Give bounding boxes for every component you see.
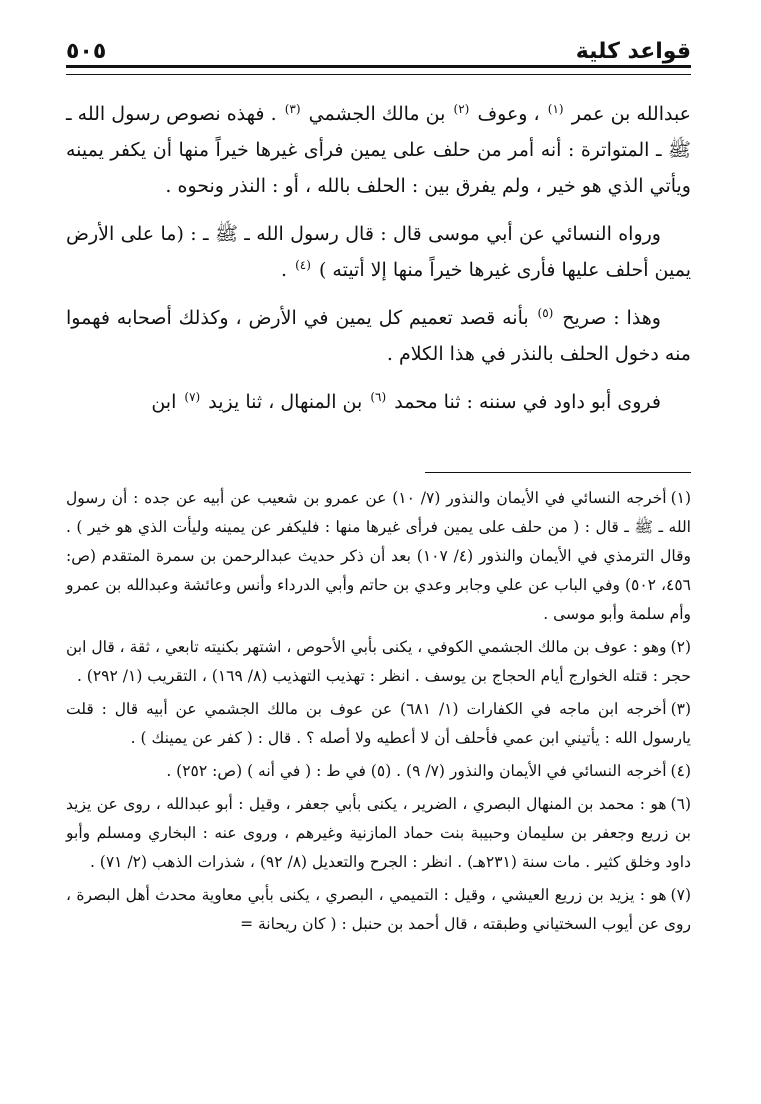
footnote-ref-3[interactable]: (٣) [284, 101, 301, 116]
footnote-6: (٦)هو : محمد بن المنهال البصري ، الضرير ، يكنى بأبي جعفر ، وقيل : أبو عبدالله ، روى عن يزيد بن زريع وجعفر بن سليمان وحبيبة بنت حماد المازنية وغيرهم ، وروى عنه : البخاري ومسلم وأبو داود وخلق كثير . مات سنة (٢٣١هـ) . انظر : الجرح والتعديل (٨/ ٩٢) ، شذرات الذهب (٢/ ٧١) . [66, 795, 691, 871]
header-rule [66, 65, 691, 75]
footnote-ref-4[interactable]: (٤) [295, 257, 311, 272]
footnote-7: (٧)هو : يزيد بن زريع العيشي ، وقيل : التميمي ، البصري ، يكنى بأبي معاوية محدث أهل البصرة ، روى عن أيوب السختياني وطبقته ، قال أحمد بن حنبل : ( كان ريحانة = [66, 886, 691, 933]
footnote-ref-1[interactable]: (١) [547, 101, 564, 116]
paragraph-3: وهذا : صريح $^{(٥)}$ بأنه قصد تعميم كل يمين في الأرض ، وكذلك أصحابه فهموا منه دخول الحلف بالنذر في هذا الكلام . [66, 305, 691, 365]
footnote-ref-5[interactable]: (٥) [537, 305, 554, 320]
footnote-separator [425, 472, 691, 473]
footnote-4-5: (٤)أخرجه النسائي في الأيمان والنذور (٧/ ٩) . (٥) في ط : ( في أنه ) (ص: ٢٥٢) . [166, 762, 691, 780]
page-number: ٥٠٥ [66, 39, 107, 64]
footnote-2: (٢)وهو : عوف بن مالك الجشمي الكوفي ، يكنى بأبي الأحوص ، اشتهر بكنيته تابعي ، ثقة ، قال ابن حجر : قتله الخوارج أيام الحجاج بن يوسف . انظر : تهذيب التهذيب (٨/ ١٦٩) ، التقريب (١/ ٢٩٢) . [65, 638, 691, 685]
footnote-ref-7[interactable]: (٧) [184, 389, 201, 404]
footnote-ref-6[interactable]: (٦) [370, 389, 387, 404]
running-title: قواعد كلية [575, 39, 691, 64]
paragraph-1: عبدالله بن عمر $^{(١)}$ ، وعوف $^{(٢)}$ بن مالك الجشمي $^{(٣)}$ . فهذه نصوص رسول الله ـ ﷺ ـ المتواترة : أنه أمر من حلف على يمين فرأى غيرها خيراً منها أن يكفر يمينه ويأتي الذي هو خير ، ولم يفرق بين : الحلف بالله ، أو : النذر ونحوه . [66, 101, 692, 197]
main-text [66, 96, 691, 432]
page-header [66, 28, 691, 64]
footnote-ref-2[interactable]: (٢) [453, 101, 470, 116]
footnote-3: (٣)أخرجه ابن ماجه في الكفارات (١/ ٦٨١) عن عوف بن مالك الجشمي عن أبيه قال : قلت يارسول الله : يأتيني ابن عمي فأحلف أن لا أعطيه ولا أصله ؟ . قال : ( كفر عن يمينك ) . [66, 700, 692, 747]
footnotes [66, 484, 691, 943]
paragraph-2: ورواه النسائي عن أبي موسى قال : قال رسول الله ـ ﷺ ـ : (ما على الأرض يمين أحلف عليها فأرى غيرها خيراً منها إلا أتيته ) $^{(٤)}$ . [66, 223, 691, 281]
paragraph-4: فروى أبو داود في سننه : ثنا محمد $^{(٦)}$ بن المنهال ، ثنا يزيد $^{(٧)}$ ابن [151, 389, 661, 413]
footnote-1: (١)أخرجه النسائي في الأيمان والنذور (٧/ ١٠) عن عمرو بن شعيب عن أبيه عن جده : أن رسول الله ـ ﷺ ـ قال : ( من حلف على يمين فرأى غيرها منها : فليكفر عن يمينه وليأت الذي هو خير ) . وقال الترمذي في الأيمان والنذور (٤/ ١٠٧) بعد أن ذكر حديث عبدالرحمن بن سمرة المتقدم (ص: ٤٥٦، ٥٠٢) وفي الباب عن علي وجابر وعدي بن حاتم وأبي الدرداء وأنس وعائشة وعبدالله بن عمرو وأم سلمة وأبو موسى . [66, 489, 692, 623]
